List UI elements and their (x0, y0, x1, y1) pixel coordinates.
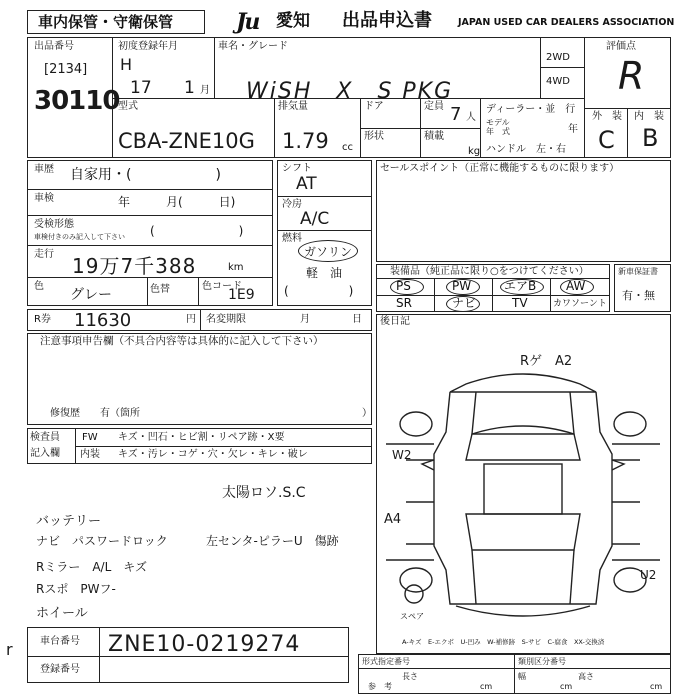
inspector-interior-key: 内装 (80, 449, 100, 460)
after-day-label: 後日記 (380, 316, 410, 327)
fuel-label: 燃料 (282, 233, 302, 244)
diagram-mark-right-lower: U2 (640, 568, 657, 582)
fuel-value: ガソリン (304, 245, 353, 259)
handle-label: ハンドル 左・右 (486, 144, 566, 155)
equip-sr: SR (396, 296, 412, 310)
registration-number-label: 登録番号 (40, 664, 80, 675)
color-change-label: 色替 (150, 284, 170, 295)
aircon-value: A/C (300, 209, 330, 229)
recycle-label: R券 (34, 314, 51, 325)
shape-label: 形状 (364, 131, 384, 142)
year-unit: 年 (568, 124, 578, 135)
exterior-label: 外 装 (592, 111, 622, 122)
equip-aw-circle (560, 279, 594, 295)
model-name: WiSH X S PKG (246, 79, 454, 104)
selling-points-box (376, 160, 671, 262)
displacement-label: 排気量 (278, 101, 308, 112)
height-cm: cm (650, 682, 663, 691)
aircon-label: 冷房 (282, 199, 302, 210)
repair-history-close: ） (362, 408, 372, 419)
chassis-number: ZNE10-0219274 (108, 632, 301, 657)
door-label: ドア (364, 101, 384, 112)
reg-year: 17 (130, 78, 152, 98)
reference-label: 参 考 (368, 682, 392, 691)
mileage-unit: km (228, 262, 244, 273)
color-code-value: 1E9 (228, 287, 255, 303)
comment-line-2: バッテリー (36, 514, 102, 529)
comment-line-7: ホイール (36, 606, 88, 621)
chassis-label: 車台番号 (40, 636, 80, 647)
color-label: 色 (34, 281, 44, 292)
diagram-mark-left-mid: W2 (392, 448, 412, 462)
ju-logo-text: Ju (236, 9, 259, 35)
displacement-value: 1.79 (282, 129, 329, 153)
lot-label: 出品番号 (34, 41, 74, 52)
drive-4wd: 4WD (546, 76, 570, 87)
width-cm: cm (560, 682, 573, 691)
type-value: CBA-ZNE10G (118, 129, 255, 153)
brand-prefecture: 愛知 (276, 11, 310, 31)
equip-tv: TV (512, 296, 528, 310)
inspection-value: 年 月( 日) (118, 195, 236, 209)
comment-line-5: Rミラー A/L キズ (36, 560, 148, 574)
category-number-label: 類別区分番号 (518, 657, 566, 666)
dealer-label: ディーラー・並 行 (486, 104, 576, 115)
shift-value: AT (296, 174, 317, 194)
seats-unit: 人 (466, 112, 476, 123)
comment-line-4: 左センタ-ピラーU 傷跡 (206, 534, 339, 548)
equip-navi: ナビ (452, 296, 477, 310)
storage-form-value: ( ) (150, 224, 244, 238)
reg-month-unit: 月 (200, 85, 210, 96)
model-year-label (486, 118, 510, 136)
history-label: 車歴 (34, 164, 54, 175)
inspector-label-1: 検査員 (30, 432, 60, 443)
interior-label: 内 装 (634, 111, 664, 122)
recycle-value: 11630 (74, 310, 132, 331)
seats-label: 定員 (424, 101, 444, 112)
storage-label: 車内保管・守衛保管 (38, 13, 174, 31)
deadline-day: 日 (352, 314, 362, 325)
fuel-bracket: ( ) (284, 284, 354, 298)
lot-number: 30110 (34, 86, 120, 116)
equip-counter: カワソーント (553, 299, 607, 309)
warranty-label: 新車保証書 (618, 267, 658, 276)
form-title: 出品申込書 (342, 10, 432, 31)
model-label: モデル (486, 118, 510, 127)
association-name: JAPAN USED CAR DEALERS ASSOCIATION (458, 17, 675, 28)
diagram-mark-left-lower: A4 (384, 512, 402, 527)
equip-ps-circle (390, 279, 424, 295)
comment-line-6: Rスポ PWフ- (36, 582, 116, 596)
seats-value: 7 (450, 104, 462, 125)
inspector-fw-items: キズ・凹石・ヒビ割・リペア跡・X要 (118, 432, 285, 443)
diagram-mark-top: Rゲ A2 (520, 354, 573, 369)
storage-form-label: 受検形態 (34, 219, 74, 230)
deadline-month: 月 (300, 314, 310, 325)
mileage-label: 走行 (34, 249, 54, 260)
selling-points-label: セールスポイント（正常に機能するものに限ります） (380, 163, 620, 174)
length-cm: cm (480, 682, 493, 691)
warranty-value: 有・無 (622, 289, 655, 302)
color-code-label: 色コード (202, 281, 242, 292)
type-label: 型式 (118, 101, 138, 112)
recycle-yen: 円 (186, 314, 196, 325)
model-grade-label: 車名・グレード (218, 41, 288, 52)
comment-line-1: 太陽ロソ.S.C (222, 485, 306, 501)
reg-month: 1 (184, 78, 195, 98)
equip-airbag-circle (500, 279, 544, 295)
margin-mark: r (6, 640, 13, 659)
lot-bracket-number: [2134] (44, 62, 88, 77)
inspector-fw-key: FW (82, 432, 98, 443)
exterior-grade: C (598, 126, 615, 154)
type-designation-label: 形式指定番号 (362, 657, 410, 666)
height-label: 高さ (578, 672, 594, 681)
deadline-label: 名変期限 (206, 314, 246, 325)
length-label: 長さ (402, 672, 418, 681)
color-value: グレー (70, 287, 112, 303)
inspector-interior-items: キズ・汚レ・コゲ・穴・欠レ・キレ・破レ (118, 449, 308, 460)
width-label: 幅 (518, 672, 526, 681)
inspector-label-2: 記入欄 (30, 448, 60, 459)
damage-legend: A-キズ E-エクボ U-凹み W-補修跡 S-サビ C-腐食 XX-交換済 (402, 638, 605, 646)
equip-navi-circle (446, 296, 480, 312)
notes-label: 注意事項申告欄（不具合内容等は具体的に記入して下さい） (40, 335, 324, 347)
shift-label: シフト (282, 163, 312, 174)
kg-unit: kg (468, 146, 481, 157)
grade-label: 評価点 (606, 41, 636, 52)
spare-label: スペア (400, 612, 424, 621)
reg-era: H (120, 55, 133, 74)
mileage-value: 19万7千388 (72, 254, 197, 278)
repair-history-label: 修復歴 有（箇所 (50, 408, 140, 419)
ju-logo (236, 10, 276, 34)
equip-pw-circle (446, 279, 480, 295)
year-label-text: 年 式 (486, 127, 510, 136)
grade-value: R (618, 54, 645, 98)
equip-airbag: エアB (504, 279, 537, 293)
equip-aw: AW (566, 279, 586, 293)
inspection-label: 車検 (34, 193, 54, 204)
equip-pw: PW (452, 279, 472, 293)
drive-2wd: 2WD (546, 52, 570, 63)
capacity-label: 積載 (424, 131, 444, 142)
equipment-label: 装備品（純正品に限り○をつけてください） (390, 266, 589, 277)
fuel-option: 軽 油 (306, 266, 343, 280)
comment-line-3: ナビ パスワードロック (36, 534, 168, 548)
equip-ps: PS (396, 279, 411, 293)
first-reg-label: 初度登録年月 (118, 41, 178, 52)
cc-unit: cc (342, 142, 353, 153)
history-value: 自家用・( ) (70, 167, 221, 183)
interior-grade: B (642, 124, 659, 152)
storage-form-note: 車検付きのみ記入して下さい (34, 233, 125, 241)
